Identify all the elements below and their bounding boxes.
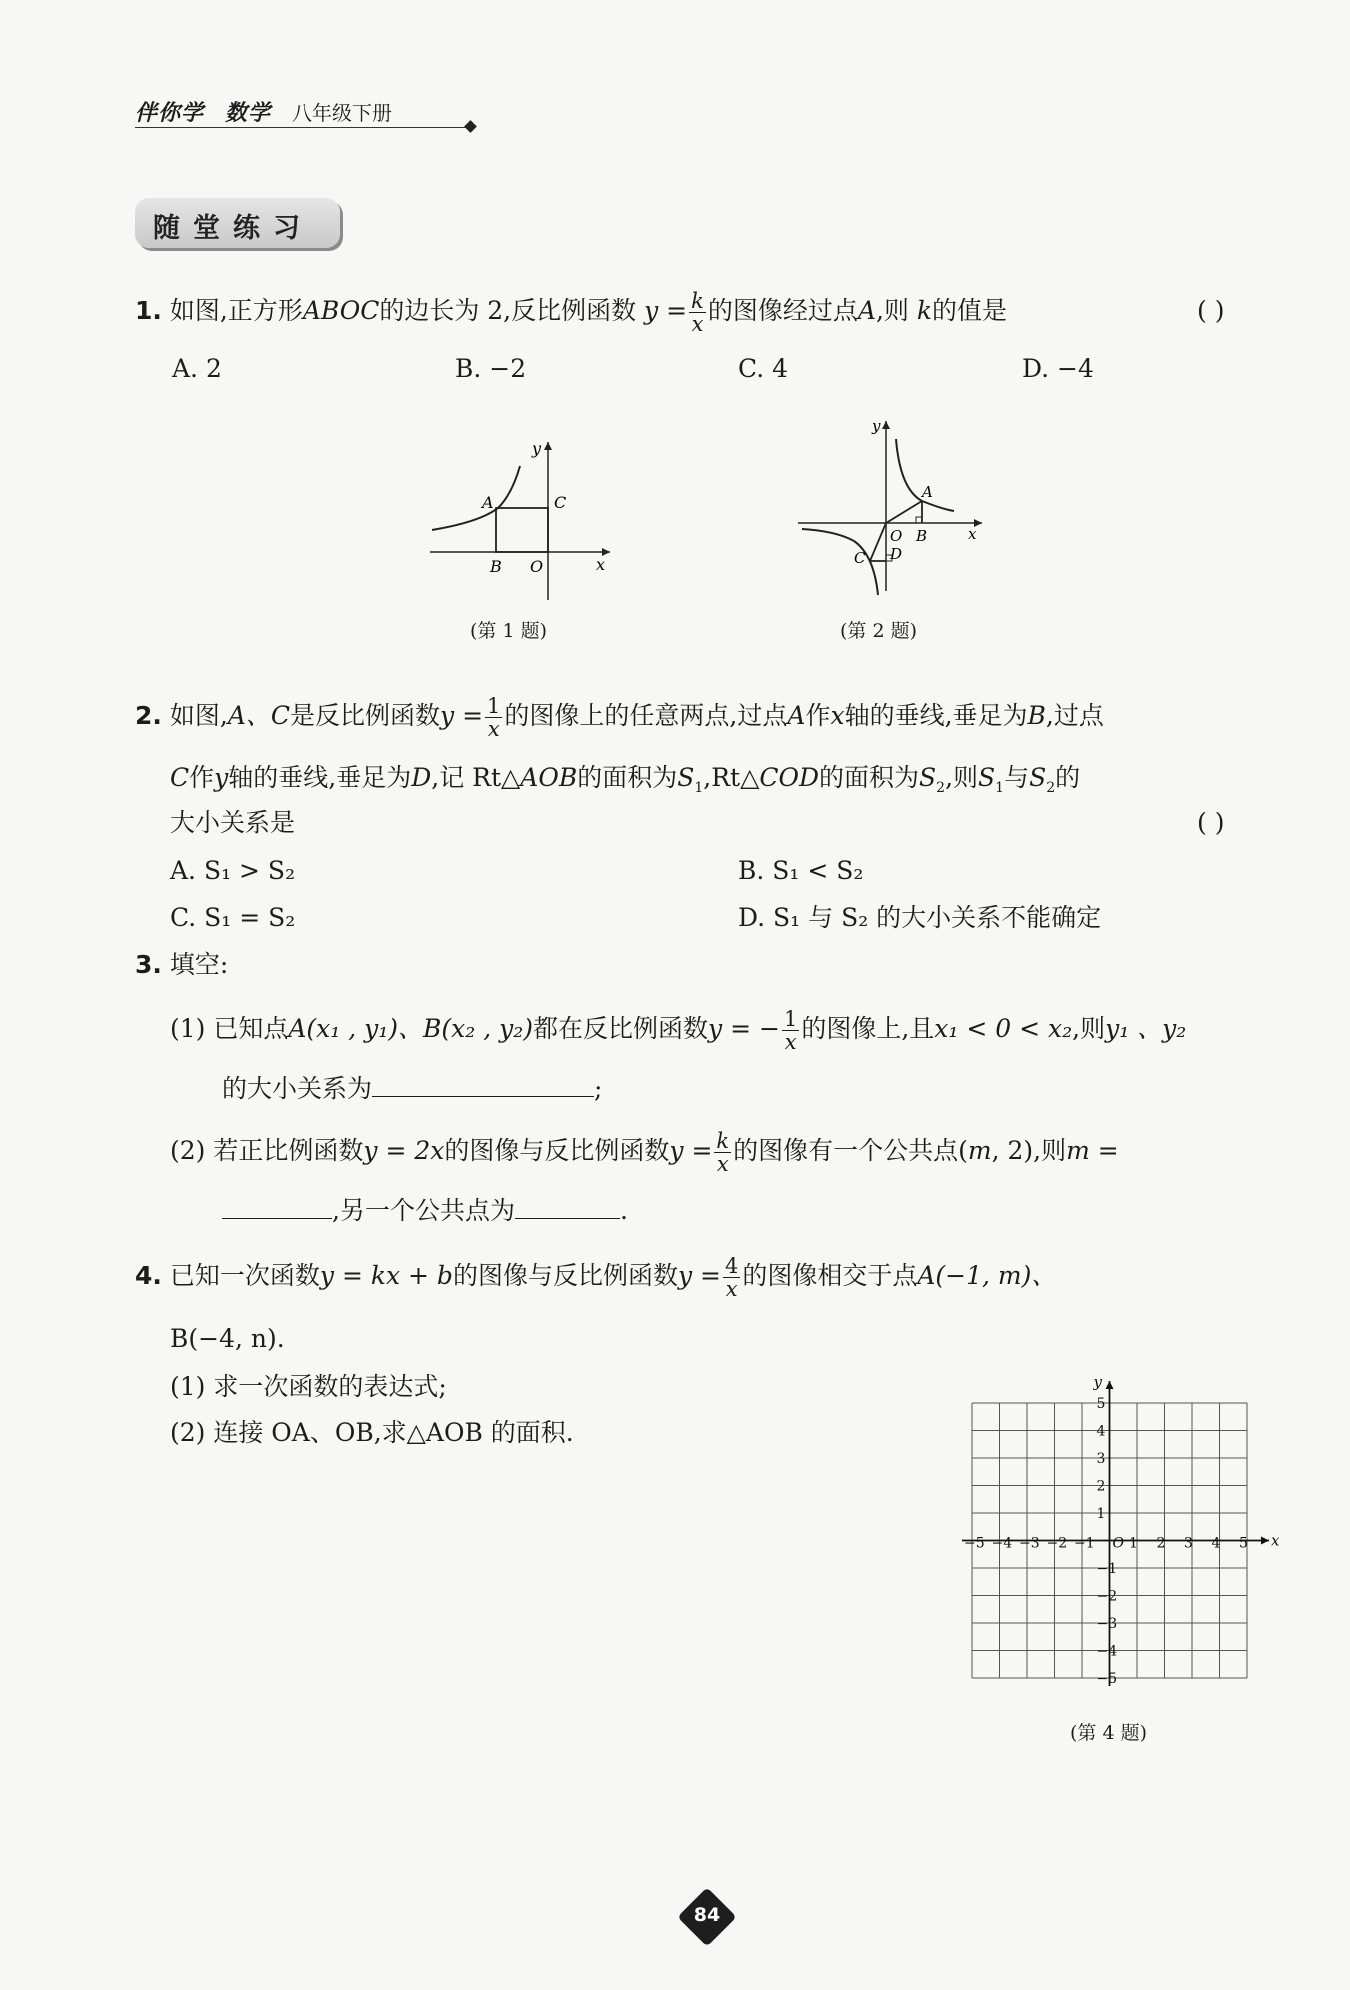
answer-blank-3-1[interactable] bbox=[372, 1074, 594, 1097]
fig2-label-o: O bbox=[890, 527, 903, 545]
grid-x-tick-label: −3 bbox=[1019, 1535, 1040, 1552]
grid-origin-label: O bbox=[1112, 1535, 1124, 1552]
section-banner bbox=[135, 198, 340, 248]
question-4-sub-1: (1) 求一次函数的表达式; bbox=[170, 1372, 447, 1401]
answer-paren-q2: ( ) bbox=[1197, 808, 1225, 837]
grid-y-tick-label: 3 bbox=[1096, 1451, 1106, 1467]
fig2-label-d: D bbox=[890, 545, 903, 563]
fig1-label-o: O bbox=[530, 557, 544, 576]
question-1-stem: 1. 如图,正方形ABOC的边长为 2,反比例函数 y = $\frac{k}{x}$ 的图像经过点A,则 k的值是 bbox=[135, 289, 1008, 337]
grid-x-label: x bbox=[1271, 1531, 1280, 1550]
grid-x-tick-label: 3 bbox=[1184, 1535, 1193, 1552]
header-diamond-icon bbox=[464, 120, 477, 133]
answer-blank-3-2-point[interactable] bbox=[515, 1196, 620, 1219]
fig1-square bbox=[496, 508, 548, 552]
grid-y-tick-label: −2 bbox=[1096, 1588, 1118, 1605]
grade-label: 八年级下册 bbox=[292, 101, 393, 125]
question-2-line-1: 2. 如图,A、C是反比例函数y = $\frac{1}{x}$ 的图像上的任意两点,过点A作x轴的垂线,垂足为B,过点 bbox=[135, 694, 1104, 742]
grid-y-label: y bbox=[1093, 1373, 1102, 1391]
fig1-curve bbox=[432, 466, 520, 530]
fraction-k-over-x-2: $\frac{k}{x}$ bbox=[716, 1129, 730, 1177]
header-rule bbox=[135, 127, 470, 128]
fig2-segment-oa bbox=[886, 501, 922, 523]
brand-name: 伴你学 bbox=[135, 101, 205, 126]
grid-x-tick-label: 5 bbox=[1239, 1535, 1248, 1552]
fig2-right-angle-b bbox=[916, 517, 922, 523]
figure-4-caption: (第 4 题) bbox=[1070, 1722, 1147, 1744]
grid-y-tick-label: 2 bbox=[1096, 1478, 1106, 1495]
q1-option-c: C. 4 bbox=[738, 354, 789, 383]
section-title: 随堂练习 bbox=[153, 213, 313, 244]
fig1-label-a: A bbox=[482, 493, 494, 512]
q2-option-b: B. S₁ < S₂ bbox=[738, 856, 864, 885]
q1-option-b: B. −2 bbox=[455, 354, 527, 383]
question-3-part-1-line-2: 的大小关系为 ; bbox=[222, 1074, 603, 1103]
q1-option-d: D. −4 bbox=[1022, 354, 1094, 383]
figure-4-grid bbox=[955, 1370, 1285, 1700]
question-3-part-2-line-2: ,另一个公共点为 . bbox=[222, 1196, 628, 1226]
q2-option-a: A. S₁ > S₂ bbox=[170, 856, 296, 885]
grid-x-arrow-icon bbox=[1261, 1537, 1269, 1545]
fig1-y-arrow-icon bbox=[544, 442, 552, 450]
grid-x-tick-label: −1 bbox=[1074, 1535, 1095, 1552]
fig1-label-x: x bbox=[596, 555, 606, 574]
subject-name: 数学 bbox=[225, 101, 272, 126]
q2-option-c: C. S₁ = S₂ bbox=[170, 903, 296, 932]
fig2-label-b: B bbox=[916, 527, 928, 545]
grid-y-tick-label: 5 bbox=[1096, 1396, 1106, 1412]
grid-y-tick-label: 1 bbox=[1096, 1506, 1106, 1522]
grid-x-tick-label: −5 bbox=[964, 1535, 985, 1552]
page-header bbox=[135, 96, 392, 127]
fraction-k-over-x: $\frac{k}{x}$ bbox=[691, 289, 704, 337]
fraction-neg-1-over-x: $\frac{1}{x}$ bbox=[783, 1007, 798, 1055]
question-3-part-1: (1) 已知点A(x₁ , y₁)、B(x₂ , y₂)都在反比例函数y = − $\frac{1}{x}$ 的图像上,且x₁ < 0 < x₂,则y₁ 、y₂ bbox=[170, 1007, 1187, 1055]
fig2-segment-oc bbox=[870, 523, 886, 561]
fig1-label-c: C bbox=[554, 493, 567, 512]
question-4-line-2: B(−4, n). bbox=[170, 1324, 285, 1353]
fig2-label-y: y bbox=[872, 417, 881, 435]
figure-2 bbox=[792, 413, 992, 603]
grid-x-tick-label: 2 bbox=[1156, 1535, 1166, 1552]
question-3-part-2: (2) 若正比例函数y = 2x的图像与反比例函数y = $\frac{k}{x}$ 的图像有一个公共点(m, 2),则m = bbox=[170, 1129, 1119, 1177]
fig2-curve-q3 bbox=[802, 529, 878, 595]
figure-2-caption: (第 2 题) bbox=[840, 620, 917, 642]
fraction-1-over-x: $\frac{1}{x}$ bbox=[487, 694, 501, 742]
question-2-line-2: C作y轴的垂线,垂足为D,记 Rt△AOB的面积为$S_1,Rt\triangle COD$的面积为$S_2$,则$S_1$与$S_2$的 bbox=[170, 763, 1081, 796]
fig2-label-x: x bbox=[968, 525, 977, 543]
grid-y-tick-label: −1 bbox=[1096, 1561, 1118, 1577]
answer-paren-q1: ( ) bbox=[1197, 296, 1225, 325]
grid-x-tick-label: −4 bbox=[991, 1535, 1013, 1552]
fraction-4-over-x: $\frac{4}{x}$ bbox=[724, 1254, 739, 1302]
page-number: 84 bbox=[693, 1904, 721, 1926]
grid-y-tick-label: −4 bbox=[1096, 1643, 1118, 1660]
question-3-title: 3. 填空: bbox=[135, 950, 229, 979]
fig2-label-c: C bbox=[854, 549, 866, 567]
grid-x-tick-label: 1 bbox=[1129, 1535, 1138, 1552]
fig1-label-y: y bbox=[532, 439, 542, 458]
grid-y-tick-label: 4 bbox=[1096, 1423, 1106, 1440]
fig1-label-b: B bbox=[490, 557, 502, 576]
q2-option-d: D. S₁ 与 S₂ 的大小关系不能确定 bbox=[738, 903, 1102, 932]
answer-blank-3-2-m[interactable] bbox=[222, 1196, 332, 1219]
fig2-label-a: A bbox=[922, 483, 933, 501]
grid-y-tick-label: −5 bbox=[1096, 1671, 1118, 1687]
question-4-line-1: 4. 已知一次函数y = kx + b的图像与反比例函数y = $\frac{4}{x}$ 的图像相交于点A(−1, m)、 bbox=[135, 1254, 1057, 1302]
question-4-sub-2: (2) 连接 OA、OB,求△AOB 的面积. bbox=[170, 1418, 574, 1447]
q1-option-a: A. 2 bbox=[172, 354, 222, 383]
grid-y-arrow-icon bbox=[1106, 1381, 1114, 1389]
grid-x-tick-label: −2 bbox=[1046, 1535, 1068, 1552]
figure-1 bbox=[420, 430, 620, 605]
grid-y-tick-label: −3 bbox=[1096, 1616, 1118, 1632]
figure-1-caption: (第 1 题) bbox=[470, 620, 547, 642]
grid-x-tick-label: 4 bbox=[1211, 1535, 1221, 1552]
question-2-line-3: 大小关系是 bbox=[170, 808, 296, 837]
fig2-y-arrow-icon bbox=[882, 421, 890, 429]
